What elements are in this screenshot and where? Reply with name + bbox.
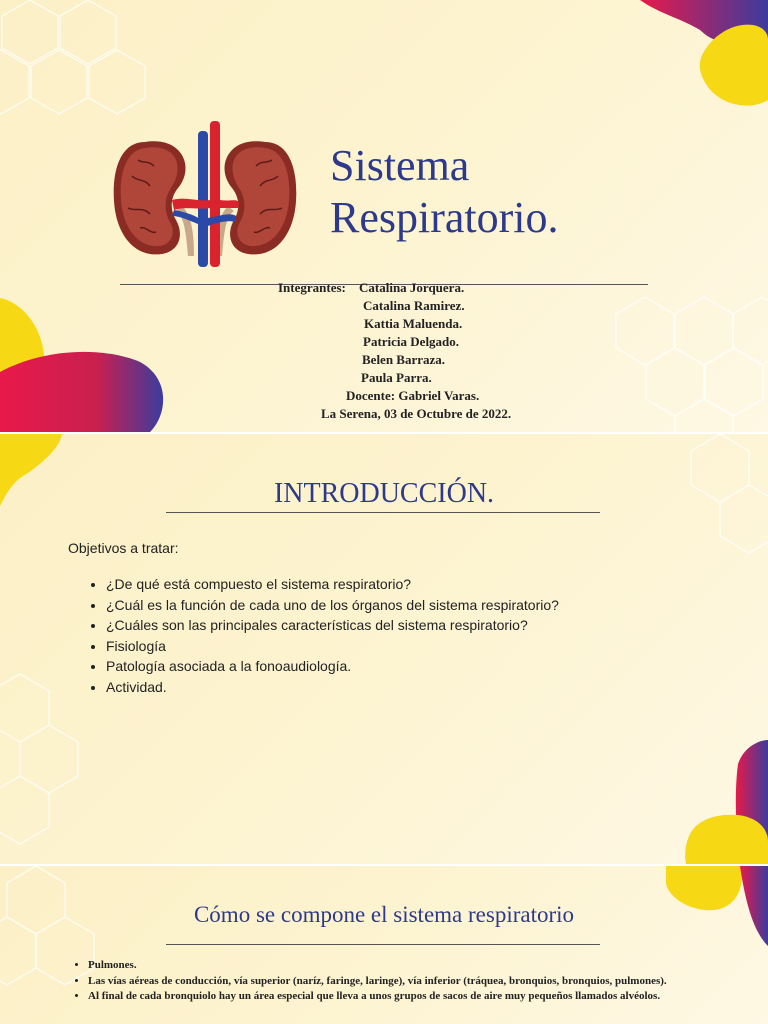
objectives-label: Objetivos a tratar: (68, 540, 179, 556)
members-label: Integrantes: (278, 280, 346, 295)
list-item: • Actividad. (106, 677, 559, 698)
composition-title: Cómo se compone el sistema respiratorio (193, 902, 575, 927)
title-line-1: Sistema (330, 141, 470, 190)
aorta (210, 121, 220, 267)
member-name: Belen Barraza. (362, 352, 446, 367)
intro-title: INTRODUCCIÓN. (273, 478, 495, 509)
composition-list (68, 958, 753, 1005)
member-name: Catalina Ramirez. (363, 298, 465, 313)
title-slide (0, 0, 768, 432)
list-item: • Fisiología (106, 636, 559, 657)
place-date: La Serena, 03 de Octubre de 2022. (321, 406, 512, 421)
intro-slide (0, 434, 768, 864)
kidneys-illustration (110, 116, 300, 276)
list-item: • ¿De qué está compuesto el sistema respiratorio? (106, 574, 559, 595)
list-item: • ¿Cuáles son las principales características del sistema respiratorio? (106, 615, 559, 636)
objectives-list (68, 574, 559, 698)
list-item: • ¿Cuál es la función de cada uno de los órganos del sistema respiratorio? (106, 595, 559, 616)
vena-cava (198, 131, 208, 267)
list-item: • Las vías aéreas de conducción, vía superior (naríz, faringe, laringe), vía inferior (tráquea, bronquios, bronquios, pulmones). (88, 974, 753, 990)
list-item: • Al final de cada bronquiolo hay un área especial que lleva a unos grupos de sacos de aire muy pequeños llamados alvéolos. (88, 989, 753, 1005)
list-item: • Pulmones. (88, 958, 753, 974)
intro-divider (166, 512, 600, 513)
list-item: • Patología asociada a la fonoaudiología. (106, 656, 559, 677)
member-name: Kattia Maluenda. (364, 316, 463, 331)
composition-divider (166, 944, 600, 945)
member-name: Catalina Jorquera. (359, 280, 465, 295)
member-name: Paula Parra. (361, 370, 432, 385)
kidney-right (225, 141, 297, 254)
kidney-left (114, 141, 186, 254)
title-line-2: Respiratorio. (330, 193, 559, 242)
member-name: Patricia Delgado. (363, 334, 460, 349)
teacher-name: Docente: Gabriel Varas. (346, 388, 480, 403)
slide-title (330, 140, 559, 244)
composition-slide (0, 866, 768, 1024)
